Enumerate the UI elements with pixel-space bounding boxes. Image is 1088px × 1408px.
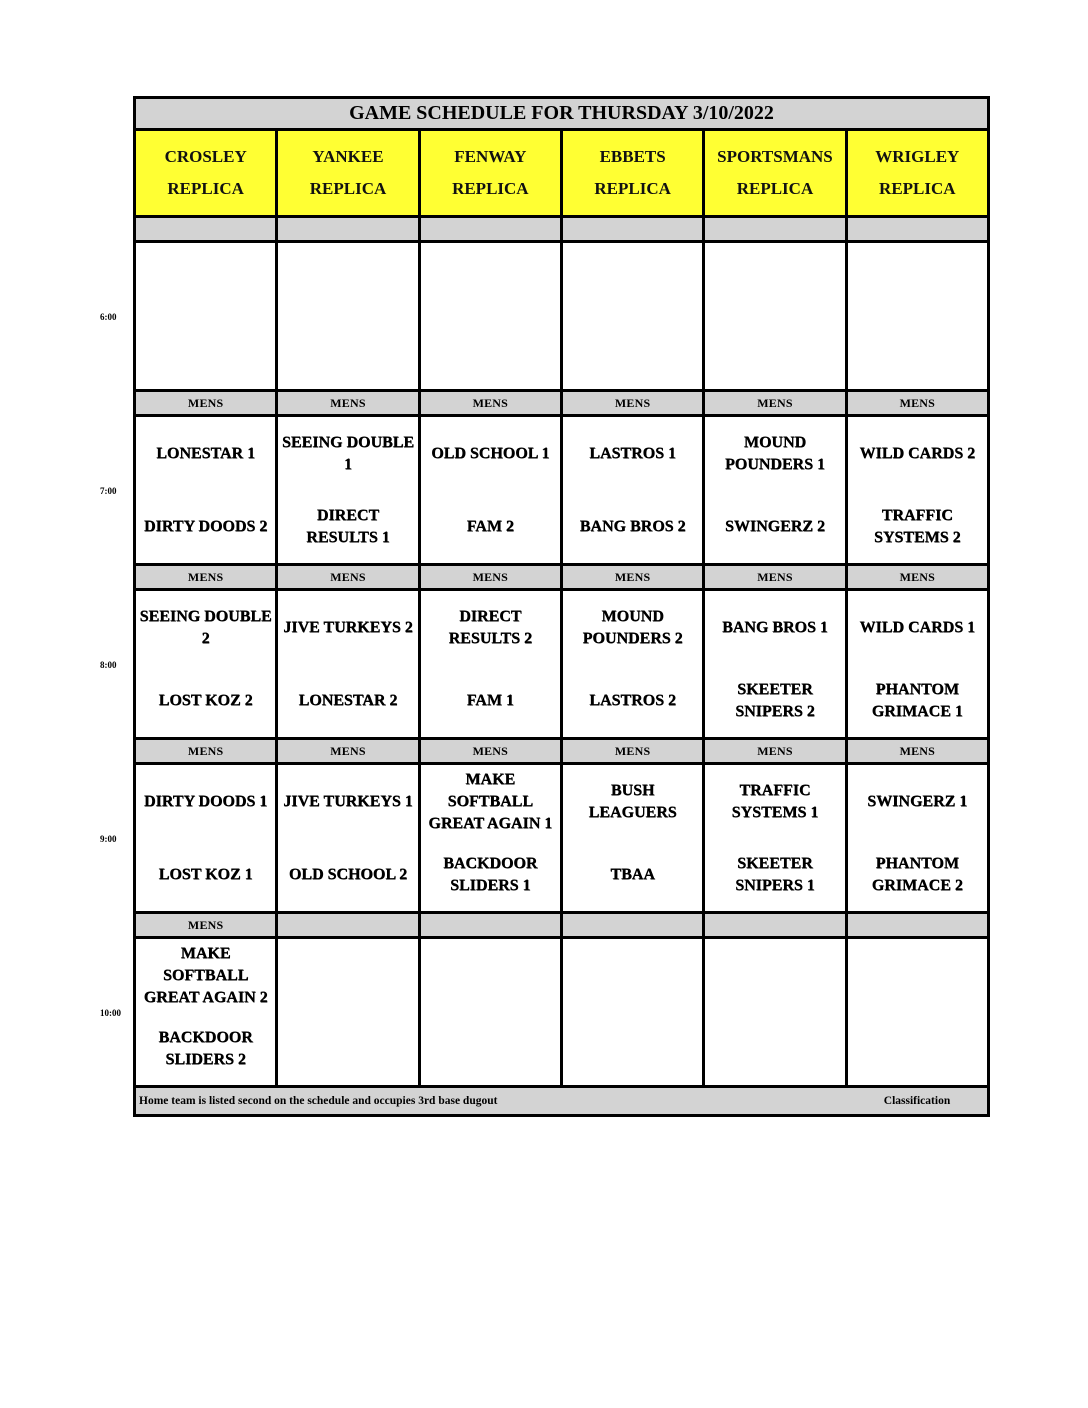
division-label (848, 218, 987, 240)
home-team: LOST KOZ 2 (158, 691, 253, 709)
game-cell (278, 591, 420, 737)
division-label: MENS (848, 566, 987, 588)
game-cell (563, 939, 705, 1085)
game-cell (705, 243, 847, 389)
division-bar (136, 740, 987, 765)
time-slot-row (136, 591, 987, 740)
time-slot-row (136, 243, 987, 392)
game-cell (421, 765, 563, 911)
time-slot-row (136, 765, 987, 914)
field-type: REPLICA (879, 179, 956, 198)
game-cell (421, 417, 563, 563)
time-slot-row (136, 417, 987, 566)
game-cell (136, 243, 278, 389)
away-team (848, 939, 987, 1012)
division-label: MENS (705, 566, 847, 588)
home-team: TRAFFIC SYSTEMS 2 (873, 506, 961, 546)
away-team: SWINGERZ 1 (867, 792, 968, 810)
home-team: PHANTOM GRIMACE 2 (871, 854, 963, 894)
field-type: REPLICA (736, 179, 814, 198)
game-cell (563, 591, 705, 737)
away-team: SEEING DOUBLE 2 (139, 607, 272, 647)
home-team (705, 1012, 844, 1085)
home-team: TBAA (610, 865, 655, 883)
home-team (278, 1012, 417, 1085)
home-team: DIRECT RESULTS 1 (306, 506, 390, 546)
home-team: FAM 2 (466, 517, 514, 535)
division-label: MENS (848, 740, 987, 762)
home-team (563, 1012, 702, 1085)
home-team: DIRTY DOODS 2 (144, 517, 268, 535)
field-header-crosley (136, 131, 278, 215)
field-name: EBBETS (599, 147, 666, 166)
game-cell (563, 765, 705, 911)
division-label (563, 218, 705, 240)
division-label (705, 914, 847, 936)
home-team: SKEETER SNIPERS 1 (735, 854, 815, 894)
home-team (421, 316, 560, 389)
home-team: OLD SCHOOL 2 (288, 865, 408, 883)
field-name: FENWAY (454, 147, 527, 166)
away-team (848, 243, 987, 316)
division-label (848, 914, 987, 936)
game-cell (848, 243, 987, 389)
away-team: LASTROS 1 (589, 444, 676, 462)
game-cell (278, 939, 420, 1085)
game-cell (421, 939, 563, 1085)
time-slot-row (136, 939, 987, 1088)
division-label: MENS (136, 392, 278, 414)
division-bar (136, 218, 987, 243)
away-team: JIVE TURKEYS 1 (283, 792, 413, 810)
away-team: WILD CARDS 1 (859, 618, 976, 636)
field-header-sportsmans (705, 131, 847, 215)
division-label (421, 218, 563, 240)
field-type: REPLICA (309, 179, 387, 198)
division-label (421, 914, 563, 936)
home-team: FAM 1 (466, 691, 514, 709)
time-label: 8:00 (100, 659, 117, 670)
away-team: WILD CARDS 2 (859, 444, 976, 462)
field-header-ebbets (563, 131, 705, 215)
field-type: REPLICA (167, 179, 244, 198)
field-type: REPLICA (594, 179, 671, 198)
division-label: MENS (421, 566, 563, 588)
time-label: 6:00 (100, 311, 117, 322)
game-cell (136, 765, 278, 911)
home-team (705, 316, 844, 389)
field-header-fenway (421, 131, 563, 215)
game-cell (705, 765, 847, 911)
division-label: MENS (705, 392, 847, 414)
division-label: MENS (421, 392, 563, 414)
home-team (278, 316, 417, 389)
game-cell (278, 417, 420, 563)
away-team (705, 243, 844, 316)
game-cell (848, 591, 987, 737)
away-team: DIRTY DOODS 1 (144, 792, 268, 810)
field-name: SPORTSMANS (717, 147, 833, 166)
home-team: LASTROS 2 (589, 691, 676, 709)
away-team: BANG BROS 1 (722, 618, 828, 636)
away-team (136, 243, 275, 316)
division-bar (136, 914, 987, 939)
home-team: BANG BROS 2 (579, 517, 686, 535)
division-bar (136, 392, 987, 417)
schedule-title: GAME SCHEDULE FOR THURSDAY 3/10/2022 (136, 99, 987, 131)
field-name: YANKEE (312, 147, 384, 166)
division-label: MENS (136, 740, 278, 762)
game-cell (848, 765, 987, 911)
division-label: MENS (563, 392, 705, 414)
division-label (278, 914, 420, 936)
time-label: 9:00 (100, 833, 117, 844)
game-cell (848, 939, 987, 1085)
division-label: MENS (278, 392, 420, 414)
home-team (563, 316, 702, 389)
schedule-footer (136, 1088, 987, 1114)
field-type: REPLICA (452, 179, 529, 198)
away-team: BUSH LEAGUERS (588, 781, 677, 821)
field-header-wrigley (848, 131, 987, 215)
home-team (421, 1012, 560, 1085)
game-cell (278, 243, 420, 389)
away-team (421, 939, 560, 1012)
home-team: BACKDOOR SLIDERS 1 (443, 854, 538, 894)
away-team: TRAFFIC SYSTEMS 1 (731, 781, 819, 821)
away-team: JIVE TURKEYS 2 (283, 618, 413, 636)
away-team (563, 939, 702, 1012)
game-cell (421, 243, 563, 389)
away-team: LONESTAR 1 (156, 444, 256, 462)
division-label: MENS (136, 566, 278, 588)
field-name: CROSLEY (164, 147, 247, 166)
time-label: 10:00 (100, 1007, 121, 1018)
away-team (563, 243, 702, 316)
division-label: MENS (563, 740, 705, 762)
game-cell (705, 939, 847, 1085)
division-label: MENS (563, 566, 705, 588)
field-name: WRIGLEY (875, 147, 960, 166)
away-team (421, 243, 560, 316)
home-team: SWINGERZ 2 (724, 517, 825, 535)
time-slots (136, 218, 987, 1088)
home-team: LOST KOZ 1 (158, 865, 253, 883)
home-team: PHANTOM GRIMACE 1 (871, 680, 963, 720)
away-team: SEEING DOUBLE 1 (281, 433, 415, 473)
division-bar (136, 566, 987, 591)
game-cell (136, 591, 278, 737)
away-team: MAKE SOFTBALL GREAT AGAIN 1 (428, 770, 553, 832)
away-team (278, 243, 417, 316)
game-cell (421, 591, 563, 737)
schedule-table (133, 96, 990, 1117)
game-cell (705, 417, 847, 563)
home-team: SKEETER SNIPERS 2 (735, 680, 815, 720)
division-label: MENS (278, 566, 420, 588)
home-team (136, 316, 275, 389)
home-team (848, 316, 987, 389)
away-team: OLD SCHOOL 1 (431, 444, 550, 462)
division-label: MENS (136, 914, 278, 936)
classification-label: Classification (883, 1095, 951, 1107)
home-team-note: Home team is listed second on the schedule and occupies 3rd base dugout (139, 1095, 498, 1107)
division-label (136, 218, 278, 240)
game-cell (848, 417, 987, 563)
game-cell (278, 765, 420, 911)
home-team (848, 1012, 987, 1085)
home-team: LONESTAR 2 (298, 691, 398, 709)
away-team: MAKE SOFTBALL GREAT AGAIN 2 (143, 944, 268, 1006)
division-label (563, 914, 705, 936)
game-cell (136, 939, 278, 1085)
away-team (278, 939, 417, 1012)
game-cell (563, 243, 705, 389)
game-cell (705, 591, 847, 737)
field-header-yankee (278, 131, 420, 215)
game-cell (563, 417, 705, 563)
away-team: MOUND POUNDERS 2 (582, 607, 683, 647)
away-team (705, 939, 844, 1012)
time-label: 7:00 (100, 485, 117, 496)
division-label (705, 218, 847, 240)
division-label (278, 218, 420, 240)
division-label: MENS (848, 392, 987, 414)
home-team: BACKDOOR SLIDERS 2 (158, 1028, 253, 1068)
away-team: MOUND POUNDERS 1 (724, 433, 825, 473)
field-header-row (136, 131, 987, 218)
division-label: MENS (278, 740, 420, 762)
division-label: MENS (421, 740, 563, 762)
division-label: MENS (705, 740, 847, 762)
game-cell (136, 417, 278, 563)
away-team: DIRECT RESULTS 2 (448, 607, 533, 647)
